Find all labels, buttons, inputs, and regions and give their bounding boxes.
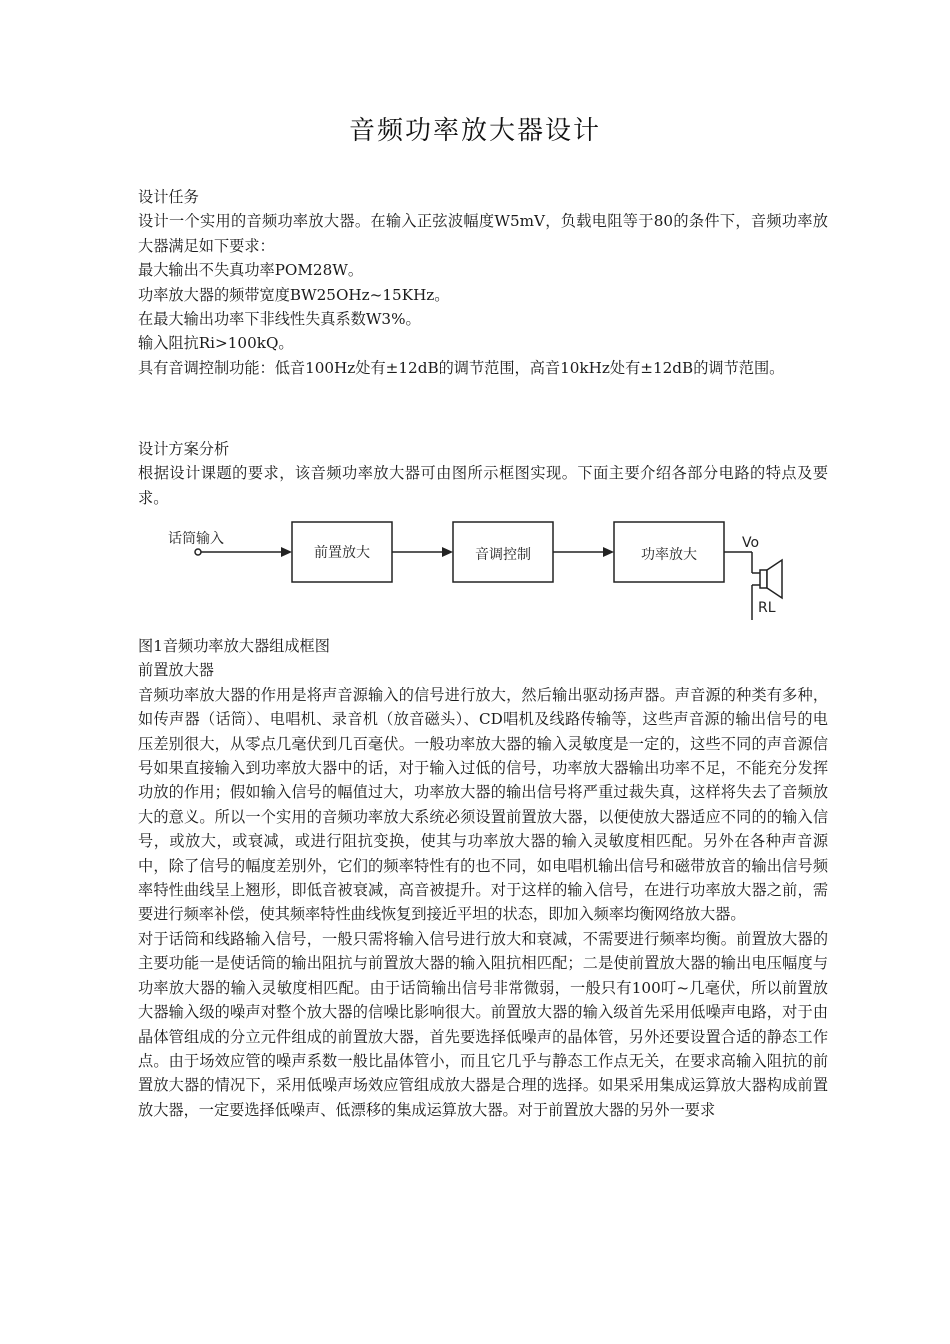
speaker-icon	[760, 560, 782, 598]
design-task-section	[138, 185, 828, 380]
requirement-max-power: 最大输出不失真功率POM28W。	[138, 261, 364, 280]
requirement-input-impedance: 输入阻抗Ri>100kQ。	[138, 334, 294, 353]
rl-label: RL	[758, 600, 776, 616]
tone-control-label: 音调控制	[475, 547, 531, 563]
section-heading-preamp: 前置放大器	[138, 661, 214, 680]
input-terminal	[195, 549, 201, 555]
preamp-label: 前置放大	[314, 545, 370, 561]
document-title: 音频功率放大器设计	[348, 116, 601, 146]
requirement-tone-control: 具有音调控制功能：低音100Hz处有±12dB的调节范围，高音10kHz处有±12dB的调节范围。	[138, 358, 785, 377]
block-diagram	[160, 515, 800, 625]
preamp-section	[138, 634, 828, 1122]
design-task-intro: 设计一个实用的音频功率放大器。在输入正弦波幅度W5mV，负载电阻等于80的条件下，音频功率放大器满足如下要求：	[138, 212, 828, 255]
requirement-distortion: 在最大输出功率下非线性失真系数W3%。	[138, 310, 421, 329]
design-analysis-intro: 根据设计课题的要求，该音频功率放大器可由图所示框图实现。下面主要介绍各部分电路的特点及要求。	[138, 464, 828, 507]
arrow-to-power-icon	[603, 547, 614, 557]
vo-label: Vo	[742, 535, 760, 551]
preamp-paragraph-2: 对于话筒和线路输入信号，一般只需将输入信号进行放大和衰减，不需要进行频率均衡。前置放大器的主要功能一是使话筒的输出阻抗与前置放大器的输入阻抗相匹配；二是使前置放大器的输出电压幅度与功率放大器的输入灵敏度相匹配。由于话筒输出信号非常微弱，一般只有100叮~几毫伏，所以前置放大器输入级的噪声对整个放大器的信噪比影响很大。前置放大器的输入级首先采用低噪声电路，对于由晶体管组成的分立元件组成的前置放大器，首先要选择低噪声的晶体管，另外还要设置合适的静态工作点。由于场效应管的噪声系数一般比晶体管小，而且它几乎与静态工作点无关，在要求高输入阻抗的前置放大器的情况下，采用低噪声场效应管组成放大器是合理的选择。如果采用集成运算放大器构成前置放大器，一定要选择低噪声、低漂移的集成运算放大器。对于前置放大器的另外一要求	[138, 929, 828, 1119]
figure-caption: 图1音频功率放大器组成框图	[138, 637, 330, 655]
requirement-bandwidth: 功率放大器的频带宽度BW25OHz~15KHz。	[138, 285, 450, 304]
mic-input-label: 话筒输入	[168, 531, 224, 547]
arrow-to-preamp-icon	[281, 547, 292, 557]
section-heading-design-analysis: 设计方案分析	[138, 440, 230, 458]
power-amp-label: 功率放大	[641, 547, 697, 563]
arrow-to-tone-icon	[442, 547, 453, 557]
design-analysis-section	[138, 437, 828, 510]
section-heading-design-task: 设计任务	[138, 188, 199, 206]
preamp-paragraph-1: 音频功率放大器的作用是将声音源输入的信号进行放大，然后输出驱动扬声器。声音源的种类有多种，如传声器（话筒）、电唱机、录音机（放音磁头）、CD唱机及线路传输等，这些声音源的输出信号的电压差别很大，从零点几毫伏到几百毫伏。一般功率放大器的输入灵敏度是一定的，这些不同的声音源信号如果直接输入到功率放大器中的话，对于输入过低的信号，功率放大器输出功率不足，不能充分发挥功放的作用；假如输入信号的幅值过大，功率放大器的输出信号将严重过裁失真，这样将失去了音频放大的意义。所以一个实用的音频功率放大系统必须设置前置放大器，以便使放大器适应不同的的输入信号，或放大，或衰减，或进行阻抗变换，使其与功率放大器的输入灵敏度相匹配。另外在各种声音源中，除了信号的幅度差别外，它们的频率特性有的也不同，如电唱机输出信号和磁带放音的输出信号频率特性曲线呈上翘形，即低音被衰减，高音被提升。对于这样的输入信号，在进行功率放大器之前，需要进行频率补偿，使其频率特性曲线恢复到接近平坦的状态，即加入频率均衡网络放大器。	[138, 685, 828, 924]
